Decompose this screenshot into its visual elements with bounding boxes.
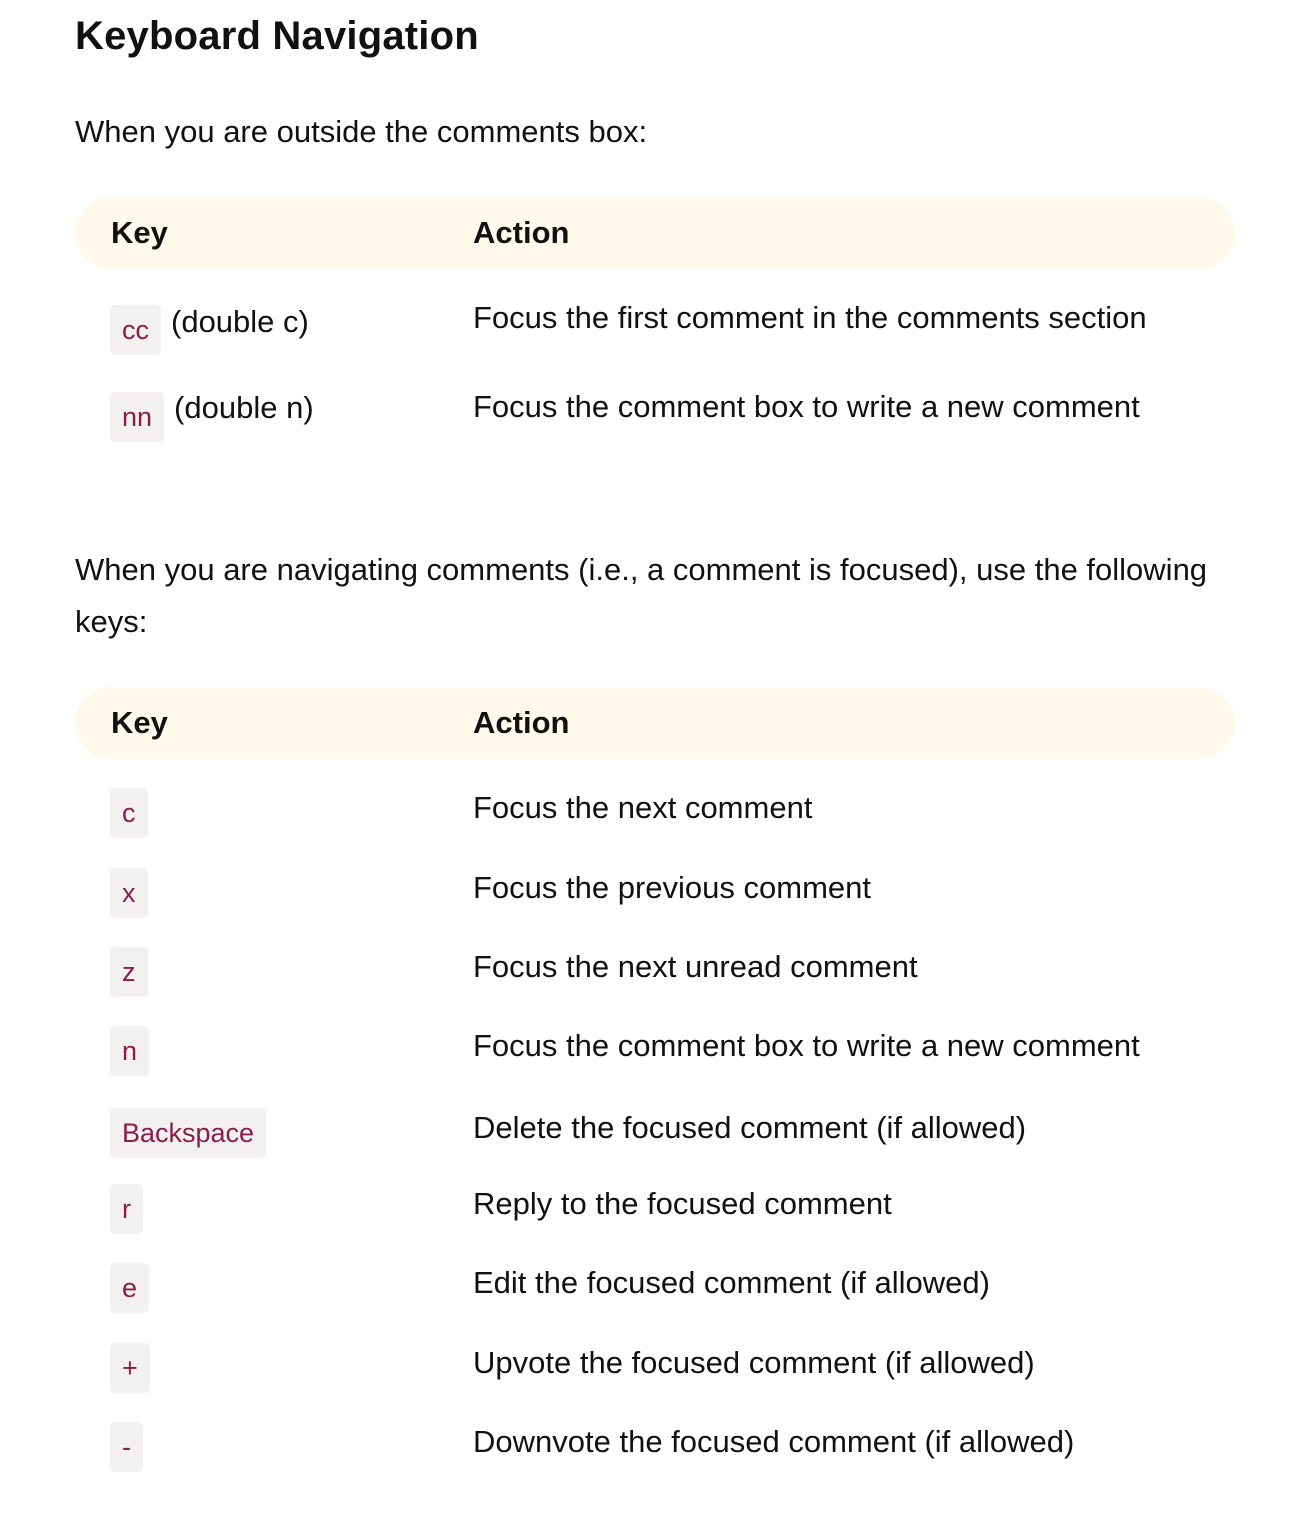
action-column-header: Action — [473, 687, 1235, 759]
page-title: Keyboard Navigation — [75, 14, 479, 58]
navigating-intro: When you are navigating comments (i.e., a comment is focused), use the following keys: — [75, 552, 1208, 639]
key-backspace: Backspace — [110, 1108, 266, 1158]
action-description: Focus the previous comment — [473, 870, 872, 905]
outside-intro: When you are outside the comments box: — [75, 114, 648, 149]
key-column-header: Key — [75, 687, 473, 759]
action-description: Upvote the focused comment (if allowed) — [473, 1345, 1035, 1380]
key-e: e — [110, 1263, 149, 1313]
action-description: Focus the next unread comment — [473, 949, 918, 984]
shortcut-row — [75, 1076, 1235, 1158]
action-description: Focus the comment box to write a new comment — [473, 389, 1140, 424]
shortcut-row — [75, 918, 1235, 997]
shortcut-row — [75, 759, 1235, 838]
outside-shortcuts-table — [75, 197, 1235, 442]
key-minus: - — [110, 1422, 143, 1472]
shortcut-row — [75, 1393, 1235, 1472]
action-description: Delete the focused comment (if allowed) — [473, 1110, 1027, 1145]
key-cc: cc — [110, 305, 161, 355]
key-note: (double n) — [174, 390, 314, 425]
action-description: Downvote the focused comment (if allowed) — [473, 1424, 1075, 1459]
shortcut-row — [75, 355, 1235, 442]
shortcut-row — [75, 1313, 1235, 1393]
action-column-header: Action — [473, 197, 1235, 269]
action-description: Reply to the focused comment — [473, 1186, 892, 1221]
key-plus: + — [110, 1343, 150, 1393]
shortcut-row — [75, 838, 1235, 918]
key-c: c — [110, 788, 148, 838]
action-description: Focus the next comment — [473, 790, 813, 825]
key-n: n — [110, 1026, 149, 1076]
navigating-shortcuts-table — [75, 687, 1235, 1472]
key-nn: nn — [110, 392, 164, 442]
table-header-row — [75, 687, 1235, 759]
key-r: r — [110, 1184, 143, 1234]
action-description: Focus the first comment in the comments section — [473, 300, 1147, 335]
shortcut-row — [75, 997, 1235, 1076]
key-note: (double c) — [171, 304, 309, 339]
shortcut-row — [75, 1158, 1235, 1234]
table-header-row — [75, 197, 1235, 269]
action-description: Edit the focused comment (if allowed) — [473, 1265, 990, 1300]
key-column-header: Key — [75, 197, 473, 269]
key-z: z — [110, 947, 148, 997]
key-x: x — [110, 868, 148, 918]
shortcut-row — [75, 1234, 1235, 1313]
shortcut-row — [75, 269, 1235, 355]
action-description: Focus the comment box to write a new comment — [473, 1028, 1140, 1063]
